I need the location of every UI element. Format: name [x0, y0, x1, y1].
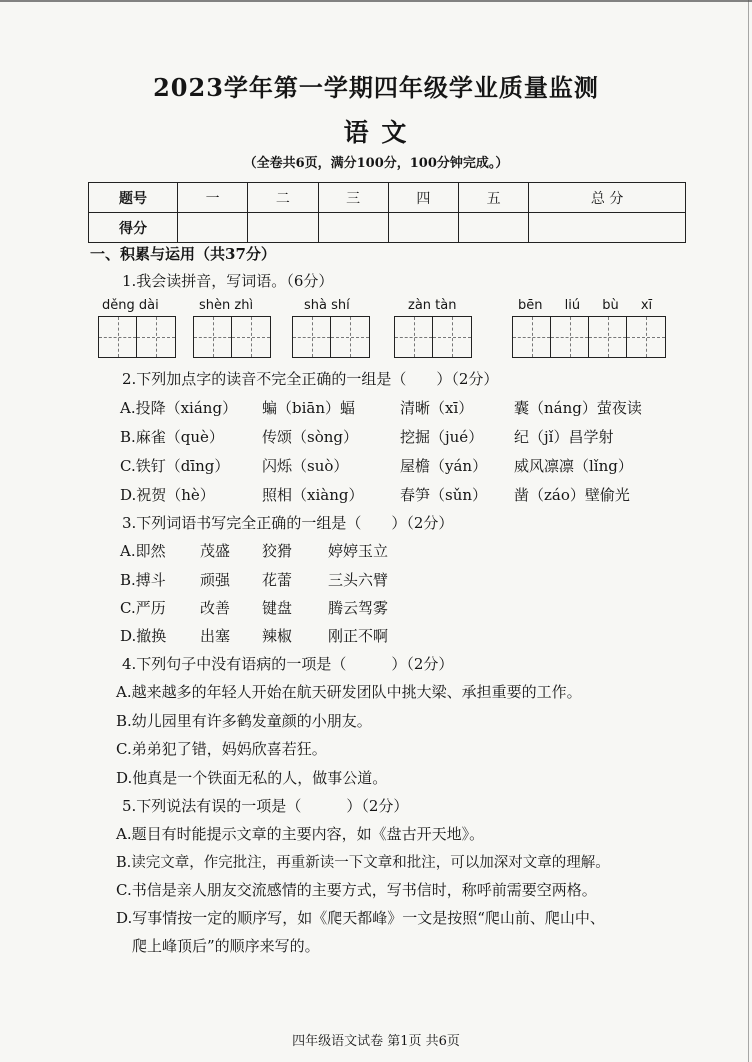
- grid-cell[interactable]: [551, 317, 589, 357]
- exam-subject: 语 文: [343, 118, 409, 147]
- writing-grid[interactable]: [292, 316, 370, 358]
- q2-option-d-1: D.祝贺（hè）: [120, 486, 215, 504]
- question-4-stem: 4.下列句子中没有语病的一项是（ ）（2分）: [122, 655, 454, 673]
- score-table-header-row: [89, 183, 686, 213]
- question-3-stem: 3.下列词语书写完全正确的一组是（ ）（2分）: [122, 514, 454, 532]
- grid-cell[interactable]: [589, 317, 627, 357]
- question-5-stem: 5.下列说法有误的一项是（ ）（2分）: [122, 797, 409, 815]
- score-input[interactable]: [248, 213, 318, 243]
- grid-cell[interactable]: [331, 317, 369, 357]
- q2-option-a-3: 清晰（xī）: [400, 399, 474, 417]
- q3-option-c-4: 腾云驾雾: [328, 599, 389, 617]
- q2-option-a-2: 蝙（biān）蝠: [262, 399, 356, 417]
- score-cell-q1: 一: [178, 183, 248, 213]
- q2-option-b-3: 挖掘（jué）: [400, 428, 484, 446]
- question-2-stem: 2.下列加点字的读音不完全正确的一组是（ ）（2分）: [122, 370, 499, 388]
- q3-option-d-1: D.撤换: [120, 627, 167, 645]
- q3-option-d-3: 辣椒: [262, 627, 293, 645]
- section-title: 一、积累与运用（共37分）: [90, 245, 276, 263]
- q3-option-d-2: 出塞: [200, 627, 231, 645]
- q3-option-b-4: 三头六臂: [328, 571, 389, 589]
- page-footer: 四年级语文试卷 第1页 共6页: [292, 1034, 460, 1049]
- pinyin-label: shèn zhì: [199, 298, 254, 313]
- q2-option-c-3: 屋檐（yán）: [400, 457, 488, 475]
- grid-cell[interactable]: [137, 317, 175, 357]
- pinyin-label: děng dài: [102, 298, 159, 313]
- score-cell-total: 总 分: [529, 183, 686, 213]
- grid-cell[interactable]: [433, 317, 471, 357]
- q2-option-a-4: 囊（náng）萤夜读: [514, 399, 642, 417]
- writing-grid[interactable]: [193, 316, 271, 358]
- q4-option-a: A.越来越多的年轻人开始在航天研发团队中挑大梁、承担重要的工作。: [116, 683, 582, 701]
- grid-cell[interactable]: [513, 317, 551, 357]
- pinyin-label: bēn liú bù xī: [518, 298, 653, 313]
- q5-option-c: C.书信是亲人朋友交流感情的主要方式，写书信时，称呼前需要空两格。: [116, 881, 597, 899]
- grid-cell[interactable]: [293, 317, 331, 357]
- score-table: [88, 182, 686, 243]
- q3-option-a-3: 狡猾: [262, 542, 293, 560]
- q3-option-b-2: 顽强: [200, 571, 231, 589]
- q2-option-d-3: 春笋（sǔn）: [400, 486, 488, 504]
- q5-option-a: A.题目有时能提示文章的主要内容，如《盘古开天地》。: [116, 825, 485, 843]
- q2-option-b-2: 传颂（sòng）: [262, 428, 358, 446]
- q3-option-a-2: 茂盛: [200, 542, 231, 560]
- q3-option-c-1: C.严历: [120, 599, 166, 617]
- score-cell-q4: 四: [388, 183, 458, 213]
- score-input[interactable]: [459, 213, 529, 243]
- score-row-label: 得分: [89, 213, 178, 243]
- q5-option-b: B.读完文章，作完批注，再重新读一下文章和批注，可以加深对文章的理解。: [116, 855, 610, 871]
- q3-option-c-2: 改善: [200, 599, 231, 617]
- grid-cell[interactable]: [99, 317, 137, 357]
- writing-grid[interactable]: [394, 316, 472, 358]
- exam-title: 2023学年第一学期四年级学业质量监测: [153, 73, 599, 102]
- q2-option-c-2: 闪烁（suò）: [262, 457, 349, 475]
- q2-option-c-4: 威风凛凛（lǐng）: [514, 457, 633, 475]
- q3-option-b-1: B.搏斗: [120, 571, 166, 589]
- q3-option-c-3: 键盘: [262, 599, 293, 617]
- score-cell-q5: 五: [459, 183, 529, 213]
- q4-option-c: C.弟弟犯了错，妈妈欣喜若狂。: [116, 740, 327, 758]
- writing-grid[interactable]: [512, 316, 666, 358]
- grid-cell[interactable]: [627, 317, 665, 357]
- q3-option-d-4: 刚正不啊: [328, 627, 389, 645]
- q5-option-d: D.写事情按一定的顺序写，如《爬天都峰》一文是按照“爬山前、爬山中、: [116, 909, 605, 927]
- scan-edge-top: [0, 0, 752, 2]
- score-cell-label: 题号: [89, 183, 178, 213]
- pinyin-label: shà shí: [304, 298, 350, 313]
- q2-option-a-1: A.投降（xiáng）: [120, 399, 238, 417]
- q2-option-d-2: 照相（xiàng）: [262, 486, 364, 504]
- q3-option-b-3: 花蕾: [262, 571, 293, 589]
- q5-option-d-continued: 爬上峰顶后”的顺序来写的。: [132, 937, 320, 955]
- score-cell-q2: 二: [248, 183, 318, 213]
- exam-note: （全卷共6页，满分100分，100分钟完成。）: [243, 156, 509, 171]
- writing-grid[interactable]: [98, 316, 176, 358]
- grid-cell[interactable]: [232, 317, 270, 357]
- question-1-stem: 1.我会读拼音，写词语。（6分）: [122, 272, 334, 290]
- grid-cell[interactable]: [194, 317, 232, 357]
- score-input[interactable]: [178, 213, 248, 243]
- score-input[interactable]: [318, 213, 388, 243]
- pinyin-label: zàn tàn: [408, 298, 457, 313]
- grid-cell[interactable]: [395, 317, 433, 357]
- score-input[interactable]: [388, 213, 458, 243]
- score-cell-q3: 三: [318, 183, 388, 213]
- q4-option-b: B.幼儿园里有许多鹤发童颜的小朋友。: [116, 712, 372, 730]
- q3-option-a-1: A.即然: [120, 542, 166, 560]
- score-table-score-row: [89, 213, 686, 243]
- q4-option-d: D.他真是一个铁面无私的人，做事公道。: [116, 769, 388, 787]
- score-input-total[interactable]: [529, 213, 686, 243]
- q2-option-d-4: 凿（záo）壁偷光: [514, 486, 630, 504]
- q2-option-b-1: B.麻雀（què）: [120, 428, 224, 446]
- q2-option-b-4: 纪（jǐ）昌学射: [514, 428, 614, 446]
- q2-option-c-1: C.铁钉（dīng）: [120, 457, 230, 475]
- q3-option-a-4: 婷婷玉立: [328, 542, 389, 560]
